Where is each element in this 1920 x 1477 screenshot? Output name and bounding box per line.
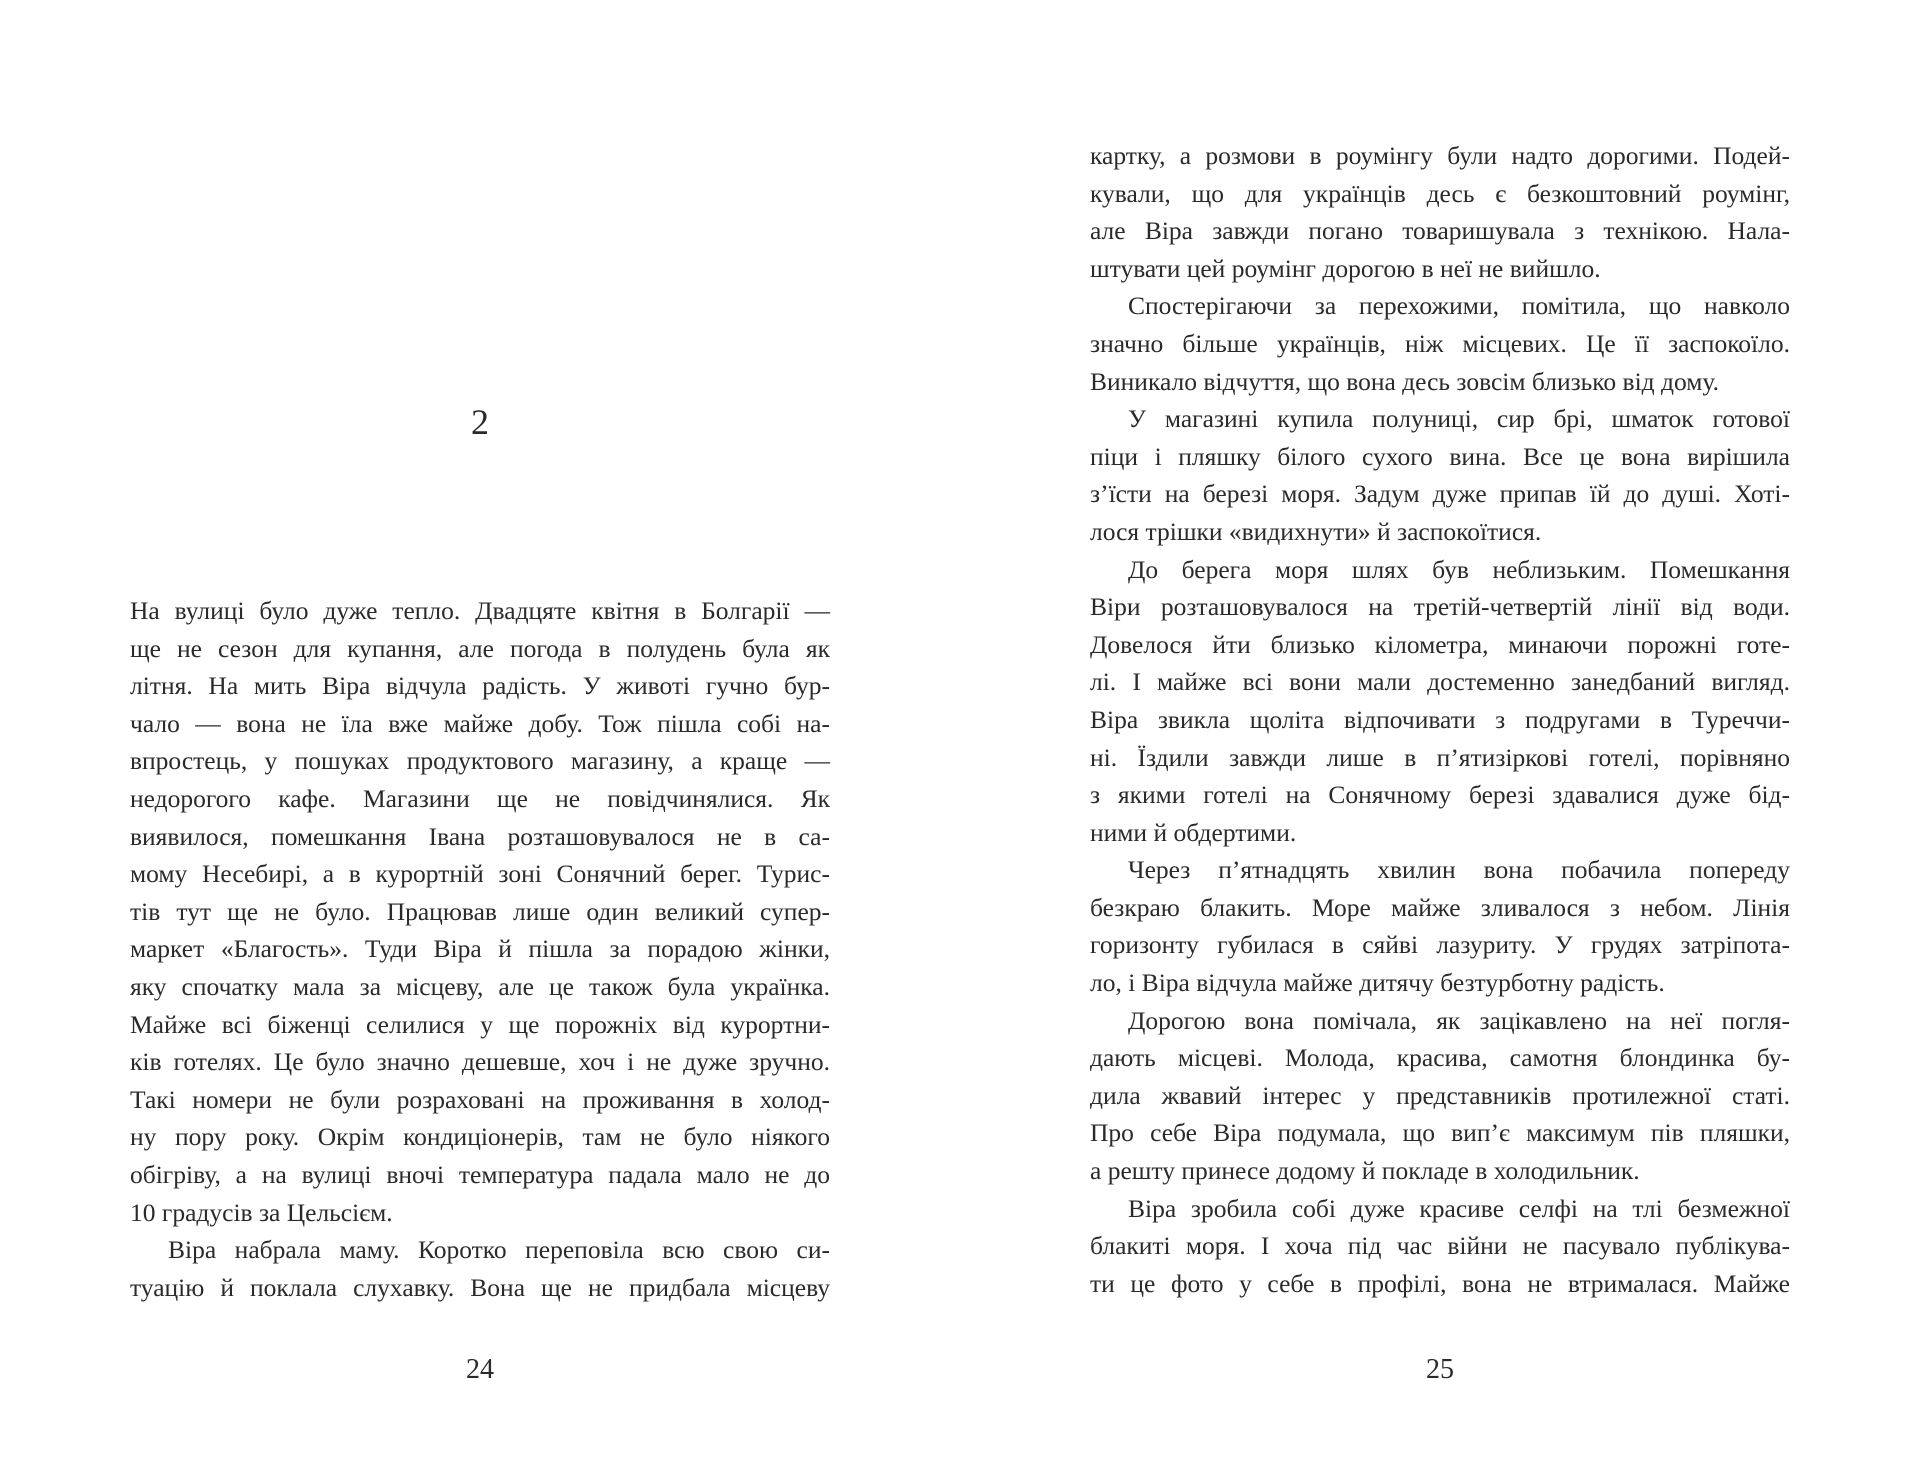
text-line: обігріву, а на вулиці вночі температура падала мало не до (130, 1159, 830, 1189)
text-line: блакиті моря. І хоча під час війни не пасувало публікува- (1090, 1231, 1790, 1261)
text-line: з якими готелі на Сонячному березі здавалися дуже бід- (1090, 780, 1790, 810)
text-line: Віра зробила собі дуже красиве селфі на тлі безмежної (1128, 1193, 1790, 1223)
text-line: але Віра завжди погано товаришувала з технікою. Нала- (1090, 216, 1790, 246)
text-line: ще не сезон для купання, але погода в полудень була як (130, 633, 830, 663)
text-line: піци і пляшку білого сухого вина. Все це вона вирішила (1090, 441, 1790, 471)
text-line: Спостерігаючи за перехожими, помітила, що навколо (1128, 291, 1790, 321)
text-line: картку, а розмови в роумінгу були надто дорогими. Подей- (1090, 141, 1790, 170)
left-page-text-block (130, 592, 830, 1306)
text-line: ків готелях. Це було значно дешевше, хоч і не дуже зручно. (130, 1047, 830, 1077)
text-line: значно більше українців, ніж місцевих. Це її заспокоїло. (1090, 328, 1790, 358)
text-line: туацію й поклала слухавку. Вона ще не придбала місцеву (130, 1272, 830, 1302)
text-line: лося трішки «видихнути» й заспокоїтися. (1090, 516, 1542, 546)
text-line: дають місцеві. Молода, красива, самотня блондинка бу- (1090, 1043, 1790, 1073)
page-right (960, 0, 1920, 1477)
text-line: безкраю блакить. Море майже зливалося з небом. Лінія (1090, 892, 1790, 922)
text-line: маркет «Благость». Туди Віра й пішла за порадою жінки, (130, 934, 830, 964)
text-line: Довелося йти близько кілометра, минаючи порожні готе- (1090, 629, 1790, 659)
text-line: кували, що для українців десь є безкоштовний роумінг, (1090, 178, 1790, 208)
text-line: літня. На мить Віра відчула радість. У животі гучно бур- (130, 671, 830, 701)
left-page-number: 24 (466, 1354, 494, 1385)
text-line: На вулиці було дуже тепло. Двадцяте квітня в Болгарії — (130, 596, 830, 625)
right-page-text-block (1090, 137, 1790, 1302)
text-line: дила жвавий інтерес у представників протилежної статі. (1090, 1080, 1790, 1110)
text-line: недорогого кафе. Магазини ще не повідчинялися. Як (130, 783, 830, 813)
text-line: з’їсти на березі моря. Задум дуже припав їй до душі. Хоті- (1090, 479, 1790, 509)
text-line: чало — вона не їла вже майже добу. Тож пішла собі на- (130, 708, 830, 738)
text-line: лі. І майже всі вони мали достеменно занедбаний вигляд. (1090, 667, 1790, 697)
text-line: ні. Їздили завжди лише в п’ятизіркові готелі, порівняно (1090, 742, 1790, 772)
text-line: Такі номери не були розраховані на проживання в холод- (130, 1084, 830, 1114)
text-line: До берега моря шлях був неблизьким. Помешкання (1128, 554, 1790, 584)
right-page-number: 25 (1426, 1354, 1454, 1385)
text-line: а решту принесе додому й покладе в холодильник. (1090, 1156, 1640, 1186)
text-line: штувати цей роумінг дорогою в неї не вийшло. (1090, 253, 1601, 283)
text-line: впростець, у пошуках продуктового магазину, а краще — (130, 746, 830, 776)
text-line: тів тут ще не було. Працював лише один великий супер- (130, 896, 830, 926)
text-line: Дорогою вона помічала, як зацікавлено на неї погля- (1128, 1005, 1790, 1035)
text-line: Віри розташовувалося на третій-четвертій лінії від води. (1090, 592, 1790, 622)
chapter-number: 2 (471, 402, 489, 442)
text-line: ти це фото у себе в профілі, вона не втрималася. Майже (1090, 1268, 1790, 1298)
text-line: ло, і Віра відчула майже дитячу безтурботну радість. (1090, 968, 1665, 998)
text-line: яку спочатку мала за місцеву, але це також була українка. (130, 971, 830, 1001)
text-line: мому Несебирі, а в курортній зоні Сонячний берег. Турис- (130, 859, 830, 889)
text-line: Про себе Віра подумала, що вип’є максимум пів пляшки, (1090, 1118, 1790, 1148)
text-line: Віра набрала маму. Коротко переповіла всю свою си- (168, 1235, 830, 1265)
text-line: 10 градусів за Цельсієм. (130, 1197, 393, 1227)
text-line: Через п’ятнадцять хвилин вона побачила попереду (1128, 855, 1790, 885)
text-line: ними й обдертими. (1090, 817, 1297, 847)
text-line: У магазині купила полуниці, сир брі, шматок готової (1128, 404, 1790, 434)
text-line: Віра звикла щоліта відпочивати з подругами в Туреччи- (1090, 704, 1790, 734)
text-line: горизонту губилася в сяйві лазуриту. У грудях затріпота- (1090, 930, 1790, 960)
text-line: Виникало відчуття, що вона десь зовсім близько від дому. (1090, 366, 1719, 396)
text-line: ну пору року. Окрім кондиціонерів, там не було ніякого (130, 1122, 830, 1152)
text-line: Майже всі біженці селилися у ще порожніх від курортни- (130, 1009, 830, 1039)
text-line: виявилося, помешкання Івана розташовувалося не в са- (130, 821, 830, 851)
